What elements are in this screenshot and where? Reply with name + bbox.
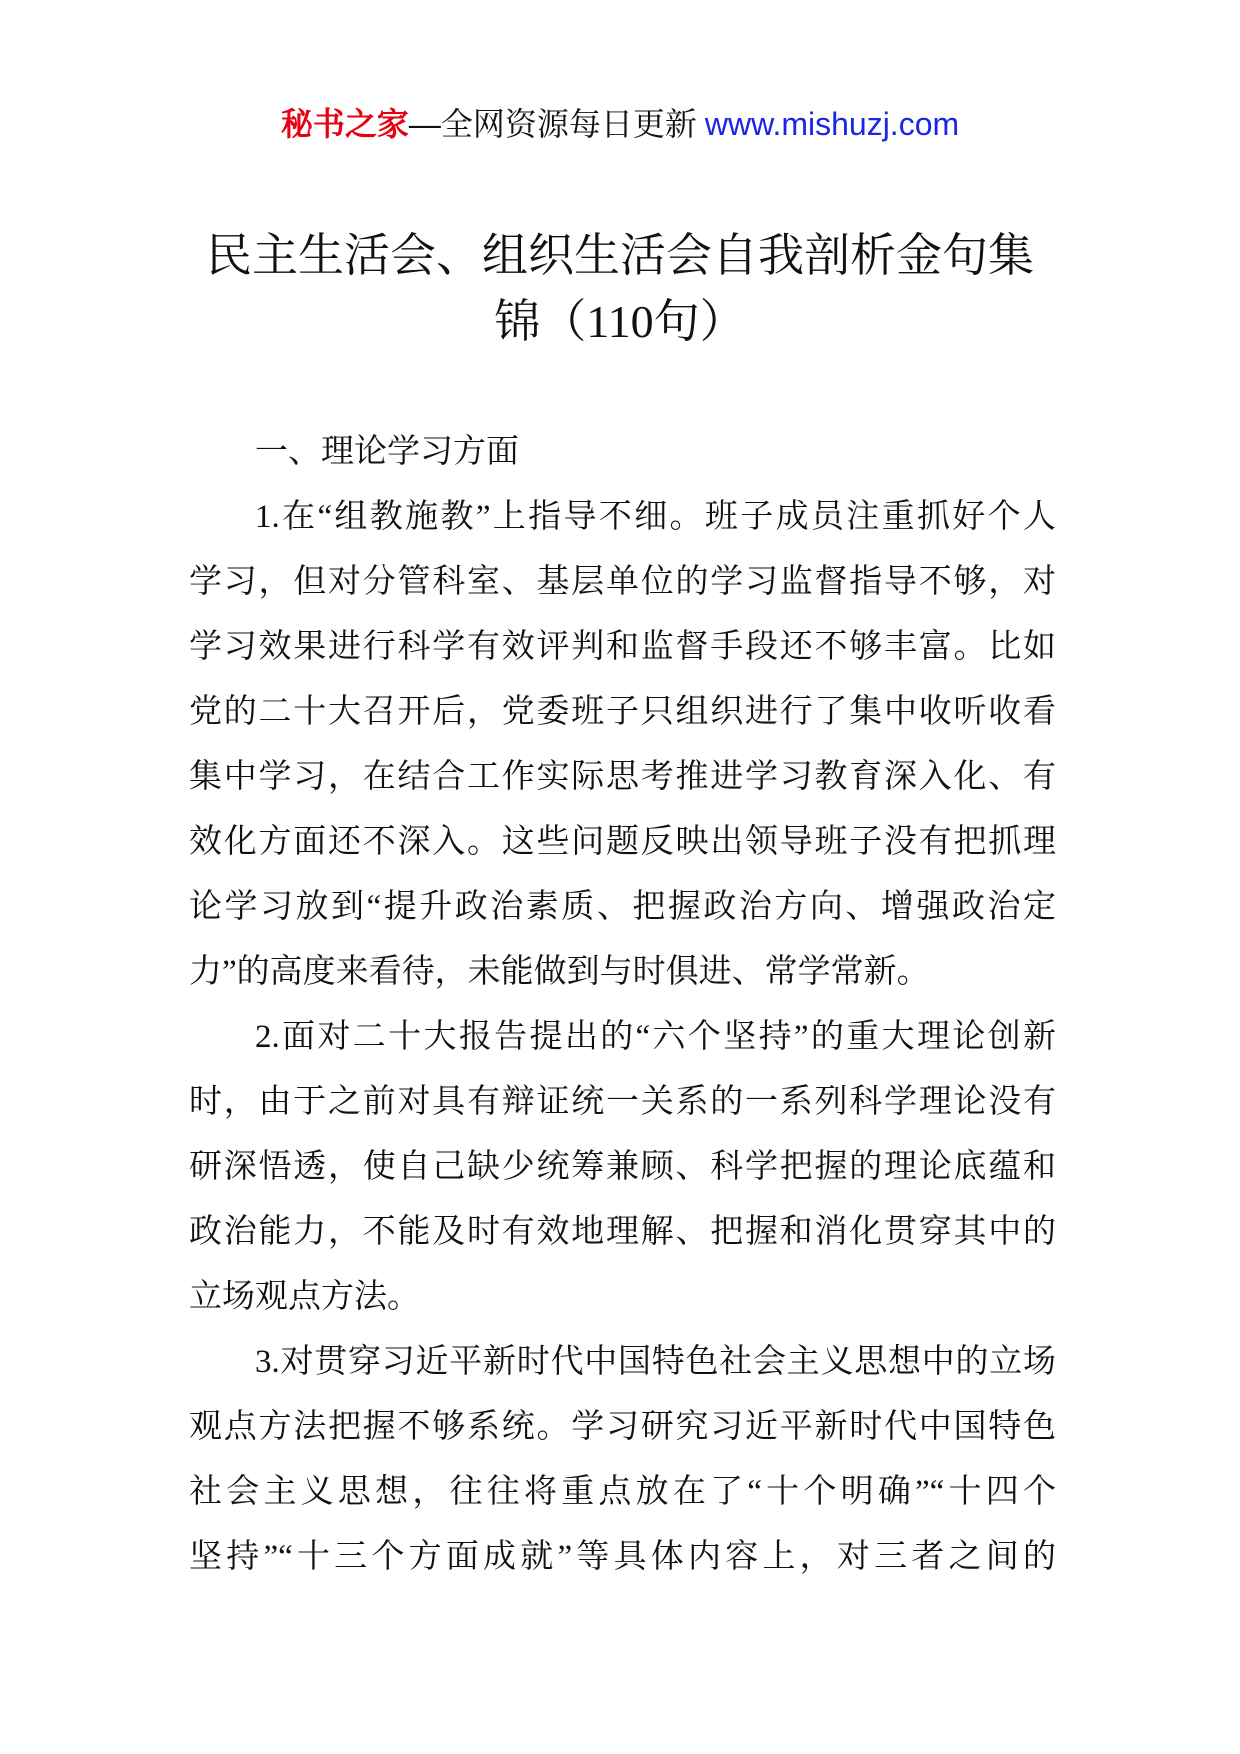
paragraph-line: 3.对贯穿习近平新时代中国特色社会主义思想中的立场 — [255, 1344, 1056, 1380]
brand-name: 秘书之家 — [280, 106, 409, 142]
paragraph-line: 党的二十大召开后，党委班子只组织进行了集中收听收看 — [189, 694, 1056, 730]
title-line-2: 锦（110句） — [494, 296, 746, 347]
paragraph-line: 研深悟透，使自己缺少统筹兼顾、科学把握的理论底蕴和 — [189, 1149, 1056, 1185]
paragraph-line: 立场观点方法。 — [189, 1279, 420, 1315]
paragraph-3 — [189, 1330, 1056, 1590]
title-line-1: 民主生活会、组织生活会自我剖析金句集 — [206, 230, 1034, 281]
document-title — [0, 223, 1240, 355]
paragraph-1 — [189, 485, 1056, 1005]
paragraph-2 — [189, 1005, 1056, 1330]
header-tagline: —全网资源每日更新 — [408, 106, 697, 142]
paragraph-line: 论学习放到“提升政治素质、把握政治方向、增强政治定 — [189, 889, 1056, 925]
paragraph-line: 学习，但对分管科室、基层单位的学习监督指导不够，对 — [189, 564, 1056, 600]
paragraph-line: 力”的高度来看待，未能做到与时俱进、常学常新。 — [189, 954, 930, 990]
paragraph-line: 学习效果进行科学有效评判和监督手段还不够丰富。比如 — [189, 629, 1056, 665]
document-body — [189, 420, 1056, 1590]
paragraph-line: 集中学习，在结合工作实际思考推进学习教育深入化、有 — [189, 759, 1056, 795]
paragraph-line: 社会主义思想，往往将重点放在了“十个明确”“十四个 — [189, 1474, 1056, 1510]
paragraph-line: 2.面对二十大报告提出的“六个坚持”的重大理论创新 — [255, 1019, 1056, 1055]
watermark-header — [0, 104, 1240, 144]
header-url: www.mishuzj.com — [704, 106, 960, 142]
section-heading: 一、理论学习方面 — [255, 434, 519, 470]
paragraph-line: 观点方法把握不够系统。学习研究习近平新时代中国特色 — [189, 1409, 1056, 1445]
paragraph-line: 坚持”“十三个方面成就”等具体内容上，对三者之间的 — [189, 1539, 1056, 1575]
paragraph-line: 时，由于之前对具有辩证统一关系的一系列科学理论没有 — [189, 1084, 1056, 1120]
paragraph-line: 1.在“组教施教”上指导不细。班子成员注重抓好个人 — [255, 499, 1056, 535]
paragraph-line: 效化方面还不深入。这些问题反映出领导班子没有把抓理 — [189, 824, 1056, 860]
paragraph-line: 政治能力，不能及时有效地理解、把握和消化贯穿其中的 — [189, 1214, 1056, 1250]
